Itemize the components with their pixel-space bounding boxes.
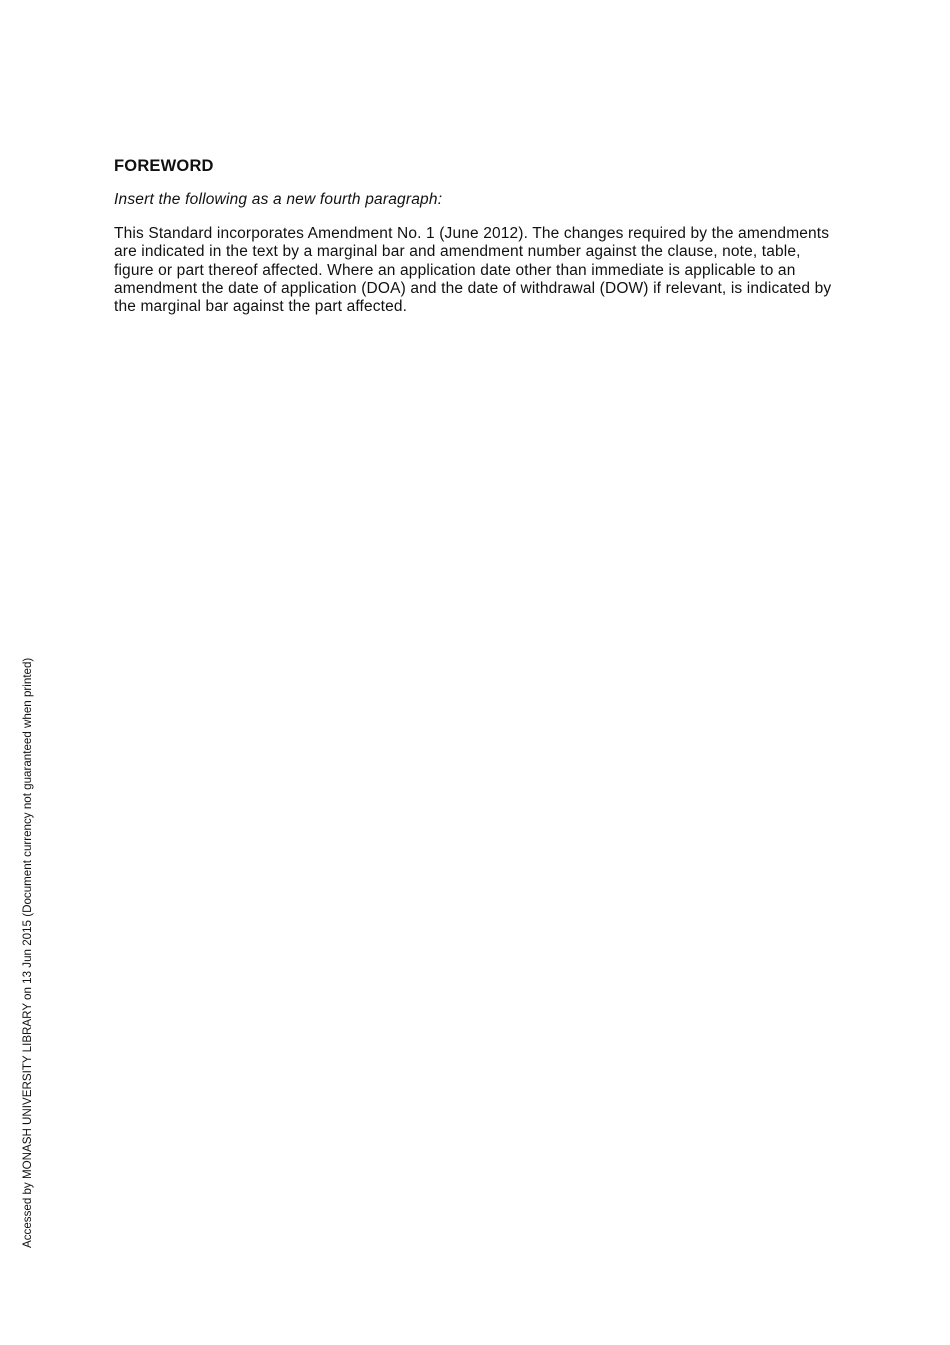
amendment-instruction: Insert the following as a new fourth paragraph: [114,191,443,208]
access-watermark-note: Accessed by MONASH UNIVERSITY LIBRARY on 13 Jun 2015 (Document currency not guaranteed when printed) [21,657,34,1248]
section-heading: FOREWORD [114,157,214,175]
foreword-paragraph: This Standard incorporates Amendment No. 1 (June 2012). The changes required by the amendments are indicated in the text by a marginal bar and amendment number against the clause, note, table, figure or part thereof affected. Where an application date other than immediate is applicable to an amendment the date of application (DOA) and the date of withdrawal (DOW) if relevant, is indicated by the marginal bar against the part affected. [114,225,832,316]
foreword-section [114,156,834,316]
